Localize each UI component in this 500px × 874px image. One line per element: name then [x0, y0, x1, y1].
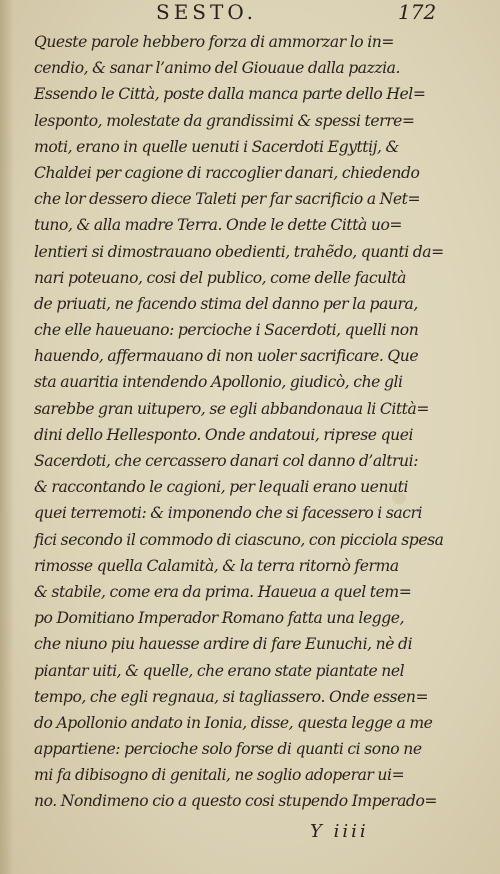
text-line: do Apollonio andato in Ionia, disse, questa legge a me [34, 713, 433, 732]
body-text [34, 29, 482, 815]
text-line: moti, erano in quelle uenuti i Sacerdoti Egyttij, & [34, 137, 399, 156]
text-line: che niuno piu hauesse ardire di fare Eunuchi, nè di [34, 635, 413, 654]
text-line: fici secondo il commodo di ciascuno, con picciola spesa [34, 530, 444, 549]
text-line: Essendo le Città, poste dalla manca parte dello Hel= [34, 85, 426, 104]
page-gutter-shadow [0, 0, 14, 874]
text-line: Chaldei per cagione di raccoglier danari, chiedendo [34, 163, 420, 182]
text-line: appartiene: percioche solo forse di quanti ci sono ne [34, 740, 422, 759]
running-head: SESTO. [156, 0, 257, 24]
text-line: piantar uiti, & quelle, che erano state piantate nel [34, 661, 405, 680]
text-line: che lor dessero diece Taleti per far sacrificio a Net= [34, 190, 421, 209]
text-line: tempo, che egli regnaua, si tagliassero. Onde essen= [34, 687, 429, 706]
text-line: & stabile, come era da prima. Haueua a quel tem= [34, 582, 412, 601]
page-number: 172 [398, 0, 437, 24]
signature-mark: Y iiii [310, 821, 369, 842]
text-line: cendio, & sanar l’animo del Giouaue dalla pazzia. [34, 59, 401, 78]
text-line: quei terremoti: & imponendo che si facessero i sacri [34, 504, 423, 523]
text-line: & raccontando le cagioni, per lequali erano uenuti [34, 478, 408, 497]
text-line: nari poteuano, cosi del publico, come delle facultà [34, 268, 406, 287]
page-header [0, 0, 500, 26]
text-line: de priuati, ne facendo stima del danno per la paura, [34, 294, 418, 313]
text-line: mi fa dibisogno di genitali, ne soglio adoperar ui= [34, 766, 405, 785]
text-line: lentieri si dimostrauano obedienti, trahẽdo, quanti da= [34, 242, 444, 261]
text-line: sarebbe gran uitupero, se egli abbandonaua li Città= [34, 399, 429, 418]
text-line: sta auaritia intendendo Apollonio, giudicò, che gli [34, 373, 403, 392]
text-line: hauendo, affermauano di non uoler sacrificare. Que [34, 347, 419, 366]
text-line: no. Nondimeno cio a questo cosi stupendo Imperado= [34, 792, 438, 811]
text-line: Queste parole hebbero forza di ammorzar lo in= [34, 33, 394, 51]
text-line: che elle haueuano: percioche i Sacerdoti, quelli non [34, 321, 419, 340]
text-line: dini dello Hellesponto. Onde andatoui, riprese quei [34, 425, 414, 444]
text-line: tuno, & alla madre Terra. Onde le dette Città uo= [34, 216, 403, 235]
text-line: rimosse quella Calamità, & la terra ritornò ferma [34, 556, 399, 575]
text-line: lesponto, molestate da grandissimi & spessi terre= [34, 111, 415, 130]
text-line: Sacerdoti, che cercassero danari col danno d’altrui: [34, 452, 418, 470]
text-line: po Domitiano Imperador Romano fatta una legge, [34, 609, 405, 628]
